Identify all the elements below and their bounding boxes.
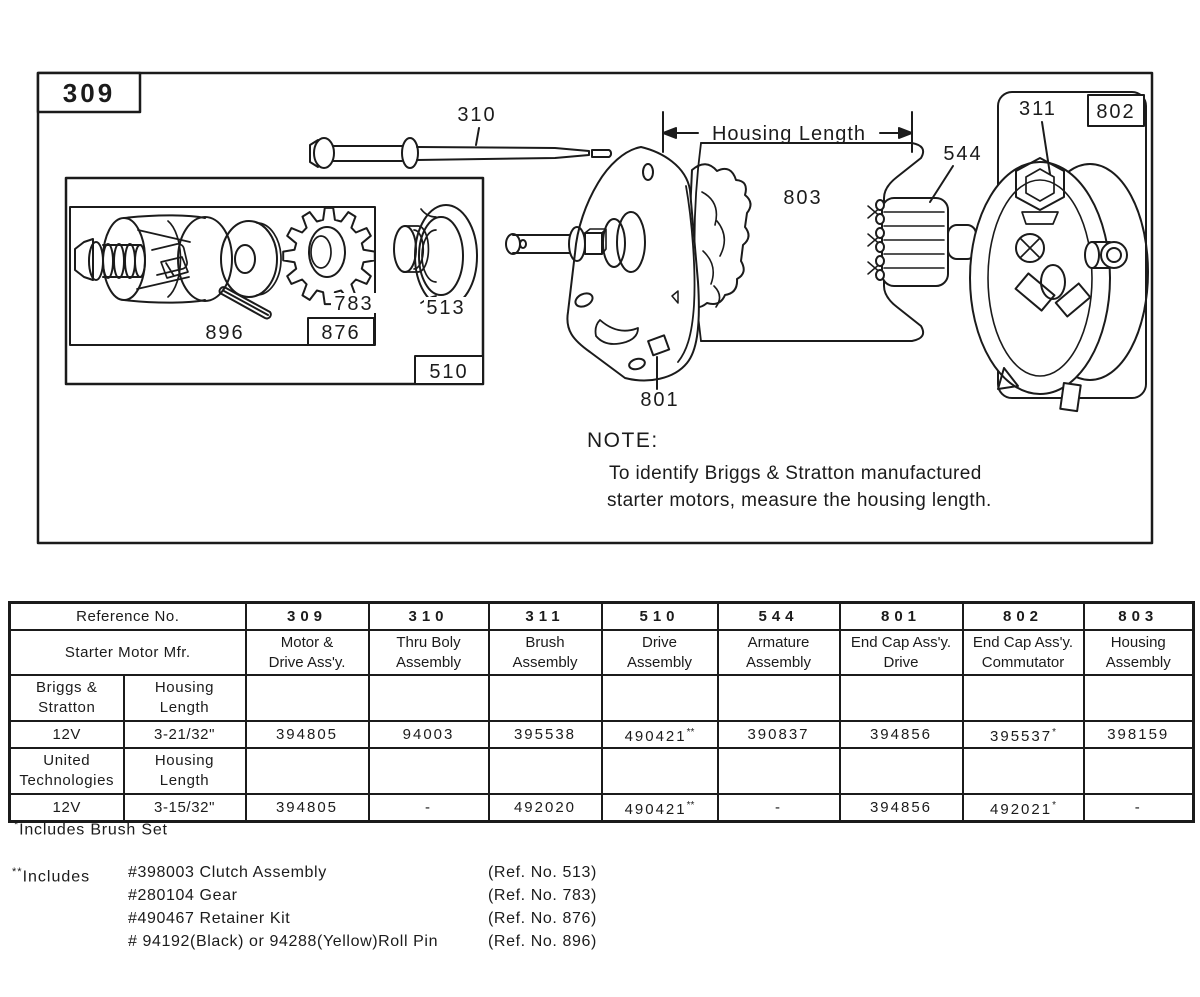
label-544: 544	[943, 143, 983, 165]
column-name-309: Motor & Drive Ass'y.	[246, 630, 369, 675]
mfr-cell: United Technologies	[10, 748, 124, 794]
label-876: 876	[321, 322, 361, 344]
table-cell	[246, 748, 369, 794]
armature-drawing	[876, 166, 976, 286]
table-cell	[718, 675, 840, 721]
thru-bolt-drawing	[310, 128, 611, 168]
table-cell	[489, 675, 602, 721]
column-ref-310: 310	[369, 603, 489, 631]
column-ref-802: 802	[963, 603, 1084, 631]
table-cell	[602, 748, 718, 794]
table-cell	[840, 675, 963, 721]
reference-no-header: Reference No.	[10, 603, 246, 631]
clutch-drum-drawing	[103, 215, 232, 302]
table-cell: 394856	[840, 794, 963, 822]
footnote-marker: *	[14, 819, 20, 831]
footnote-part: #490467 Retainer Kit	[128, 910, 291, 927]
footnote-part: #280104 Gear	[128, 887, 238, 904]
footnote-item	[12, 887, 652, 910]
label-896: 896	[205, 322, 245, 344]
washer-drawing	[221, 221, 281, 297]
table-cell	[718, 748, 840, 794]
table-cell	[840, 748, 963, 794]
footnote-ref: (Ref. No. 876)	[488, 910, 597, 927]
length-cell: 3-15/32"	[124, 794, 246, 822]
table-row	[10, 675, 1194, 721]
column-name-803: Housing Assembly	[1084, 630, 1194, 675]
table-cell: 398159	[1084, 721, 1194, 748]
table-cell: -	[369, 794, 489, 822]
table-cell: 492020	[489, 794, 602, 822]
column-ref-544: 544	[718, 603, 840, 631]
footnote-ref: (Ref. No. 513)	[488, 864, 597, 881]
footnote-item	[12, 910, 652, 933]
mfr-cell: Briggs & Stratton	[10, 675, 124, 721]
label-510: 510	[429, 361, 469, 383]
end-cap-comm-drawing	[970, 92, 1148, 411]
table-cell	[489, 748, 602, 794]
note-title: NOTE:	[587, 429, 659, 452]
label-513: 513	[426, 297, 466, 319]
label-801: 801	[640, 389, 680, 411]
label-803: 803	[783, 187, 823, 209]
footnote-item-list	[12, 864, 652, 956]
table-cell: 490421**	[602, 721, 718, 748]
table-cell: 492021*	[963, 794, 1084, 822]
table-cell: 394856	[840, 721, 963, 748]
column-ref-311: 311	[489, 603, 602, 631]
length-cell: Housing Length	[124, 748, 246, 794]
table-row	[10, 721, 1194, 748]
table-cell: -	[1084, 794, 1194, 822]
footnote-part: #398003 Clutch Assembly	[128, 864, 327, 881]
gear-783-teeth	[283, 208, 375, 304]
footnote-brush-text: Includes Brush Set	[19, 821, 168, 839]
table-cell: 390837	[718, 721, 840, 748]
label-802: 802	[1096, 101, 1136, 123]
length-cell: Housing Length	[124, 675, 246, 721]
table-cell	[246, 675, 369, 721]
clutch-513-drawing	[394, 205, 477, 307]
note-line-2: starter motors, measure the housing length.	[607, 490, 992, 511]
footnote-ref: (Ref. No. 896)	[488, 933, 597, 950]
table-row	[10, 794, 1194, 822]
footnote-item	[12, 933, 652, 956]
column-ref-801: 801	[840, 603, 963, 631]
column-name-802: End Cap Ass'y. Commutator	[963, 630, 1084, 675]
label-783: 783	[334, 293, 374, 315]
table-cell: 395537*	[963, 721, 1084, 748]
gear-drawing	[283, 208, 375, 304]
column-name-310: Thru Boly Assembly	[369, 630, 489, 675]
clutch-screw-drawing	[75, 239, 145, 280]
table-cell	[963, 748, 1084, 794]
label-309: 309	[62, 78, 116, 108]
column-name-544: Armature Assembly	[718, 630, 840, 675]
starter-motor-mfr-header: Starter Motor Mfr.	[10, 630, 246, 675]
column-name-311: Brush Assembly	[489, 630, 602, 675]
column-name-801: End Cap Ass'y. Drive	[840, 630, 963, 675]
table-cell	[369, 748, 489, 794]
footnote-marker: **	[12, 866, 23, 878]
length-cell: 3-21/32"	[124, 721, 246, 748]
footnote-brush-set	[14, 819, 168, 839]
footnote-includes-text: Includes	[22, 868, 91, 886]
table-cell	[369, 675, 489, 721]
table-cell: 490421**	[602, 794, 718, 822]
note-line-1: To identify Briggs & Stratton manufactured	[609, 463, 982, 484]
table-cell	[1084, 675, 1194, 721]
table-cell	[602, 675, 718, 721]
reference-table	[8, 601, 1195, 823]
footnote-part: # 94192(Black) or 94288(Yellow)Roll Pin	[128, 933, 439, 950]
footnote-ref: (Ref. No. 783)	[488, 887, 597, 904]
mfr-cell: 12V	[10, 721, 124, 748]
table-cell	[963, 675, 1084, 721]
table-cell: -	[718, 794, 840, 822]
table-cell: 394805	[246, 721, 369, 748]
table-cell: 94003	[369, 721, 489, 748]
column-ref-309: 309	[246, 603, 369, 631]
footnote-item	[12, 864, 652, 887]
column-ref-510: 510	[602, 603, 718, 631]
table-row	[10, 748, 1194, 794]
column-name-510: Drive Assembly	[602, 630, 718, 675]
table-cell	[1084, 748, 1194, 794]
table-cell: 394805	[246, 794, 369, 822]
end-cap-drive-drawing	[567, 147, 698, 389]
footnote-includes	[12, 864, 652, 956]
table-cell: 395538	[489, 721, 602, 748]
column-ref-803: 803	[1084, 603, 1194, 631]
housing-length-label: Housing Length	[711, 123, 867, 145]
label-311: 311	[1019, 98, 1057, 120]
label-310: 310	[457, 104, 497, 126]
mfr-cell: 12V	[10, 794, 124, 822]
